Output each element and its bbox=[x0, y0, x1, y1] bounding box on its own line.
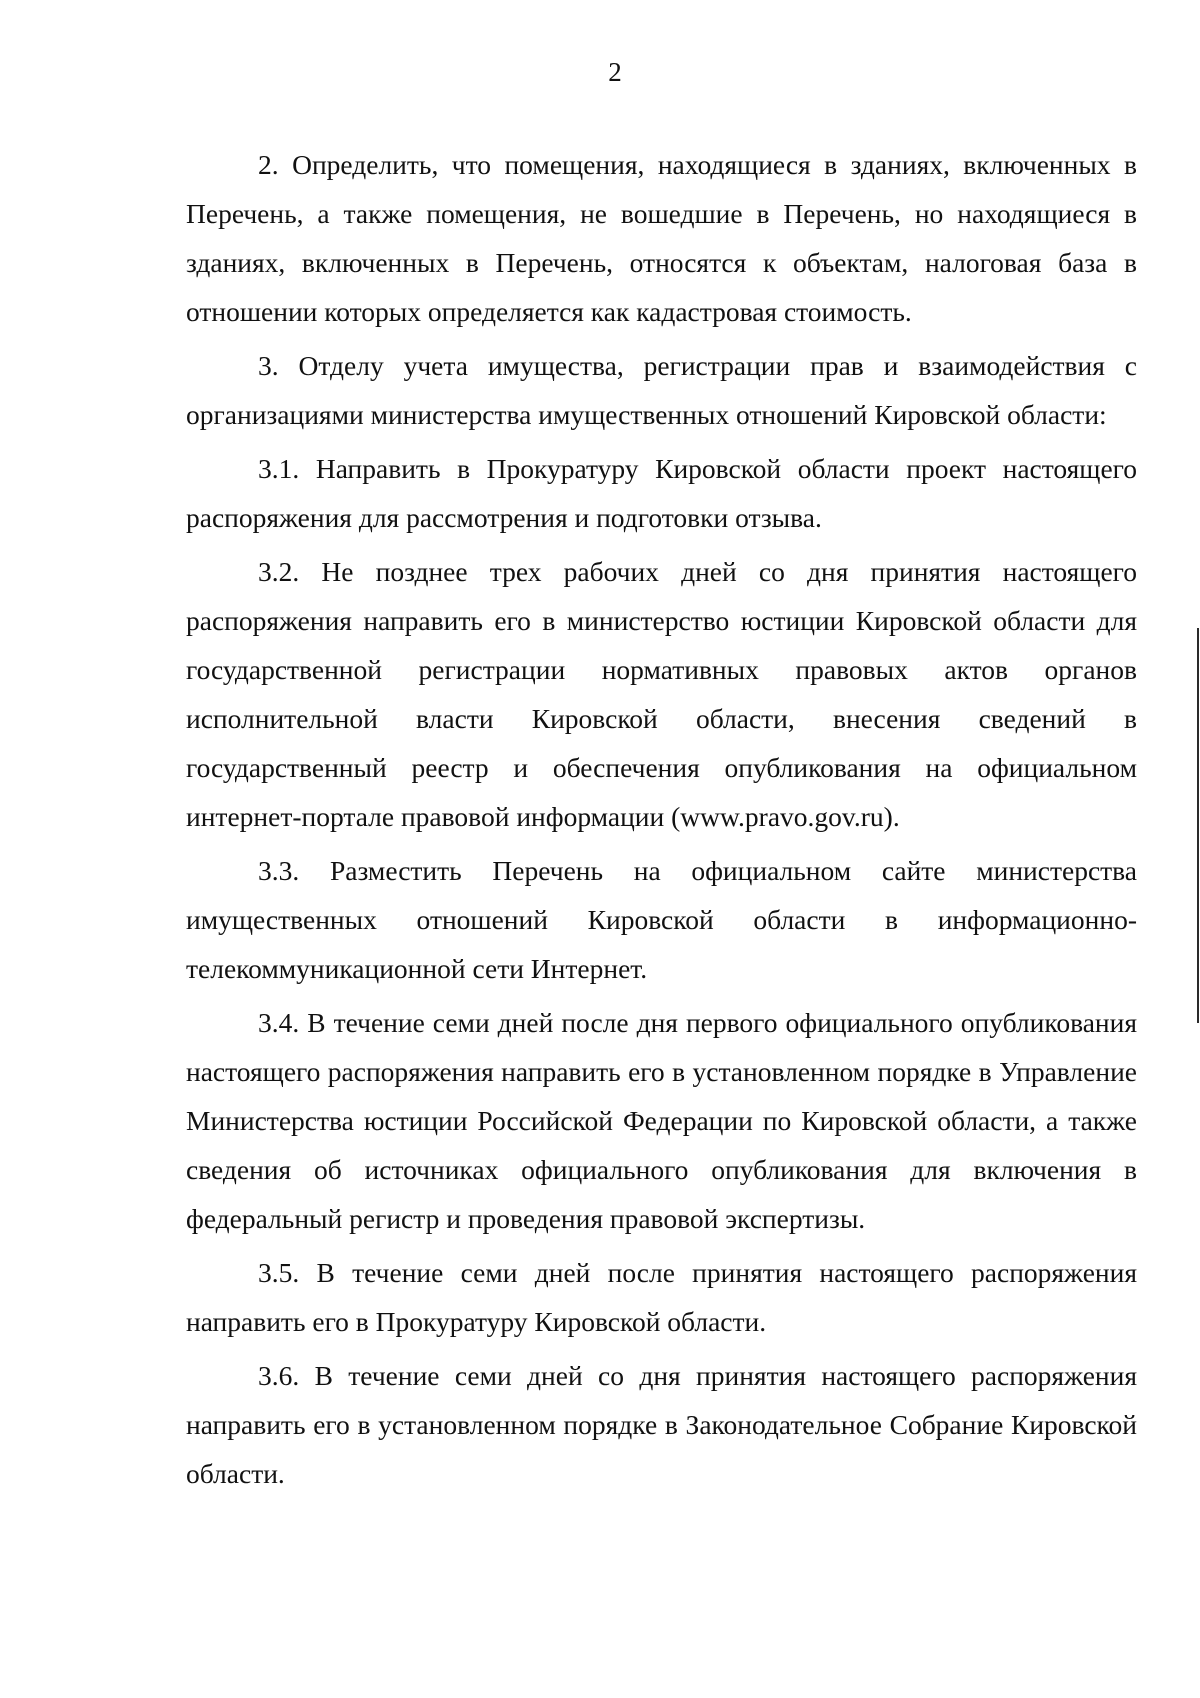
paragraph-3-1: 3.1. Направить в Прокуратуру Кировской области проект настоящего распоряжения для рассмотрения и подготовки отзыва. bbox=[186, 453, 1137, 533]
document-body bbox=[186, 140, 1137, 1498]
page-number: 2 bbox=[608, 57, 622, 87]
paragraph-3-2: 3.2. Не позднее трех рабочих дней со дня принятия настоящего распоряжения направить его в министерство юстиции Кировской области для государственной регистрации нормативных правовых актов органов исполнительной власти Кировской области, внесения сведений в государственный реестр и обеспечения опубликования на официальном интернет-портале правовой информации (www.pravo.gov.ru). bbox=[186, 556, 1137, 832]
paragraph-3-4: 3.4. В течение семи дней после дня первого официального опубликования настоящего распоряжения направить его в установленном порядке в Управление Министерства юстиции Российской Федерации по Кировской области, а также сведения об источниках официального опубликования для включения в федеральный регистр и проведения правовой экспертизы. bbox=[186, 1007, 1137, 1234]
paragraph-3-6: 3.6. В течение семи дней со дня принятия настоящего распоряжения направить его в установленном порядке в Законодательное Собрание Кировской области. bbox=[186, 1360, 1137, 1489]
paragraph-3: 3. Отделу учета имущества, регистрации прав и взаимодействия с организациями министерства имущественных отношений Кировской области: bbox=[186, 350, 1137, 430]
paragraph-3-5: 3.5. В течение семи дней после принятия настоящего распоряжения направить его в Прокуратуру Кировской области. bbox=[186, 1257, 1137, 1337]
paragraph-3-3: 3.3. Разместить Перечень на официальном сайте министерства имущественных отношений Кировской области в информационно-телекоммуникационной сети Интернет. bbox=[186, 855, 1137, 984]
paragraph-2: 2. Определить, что помещения, находящиеся в зданиях, включенных в Перечень, а также помещения, не вошедшие в Перечень, но находящиеся в зданиях, включенных в Перечень, относятся к объектам, налоговая база в отношении которых определяется как кадастровая стоимость. bbox=[186, 149, 1137, 327]
scan-margin-line bbox=[1197, 628, 1199, 1023]
